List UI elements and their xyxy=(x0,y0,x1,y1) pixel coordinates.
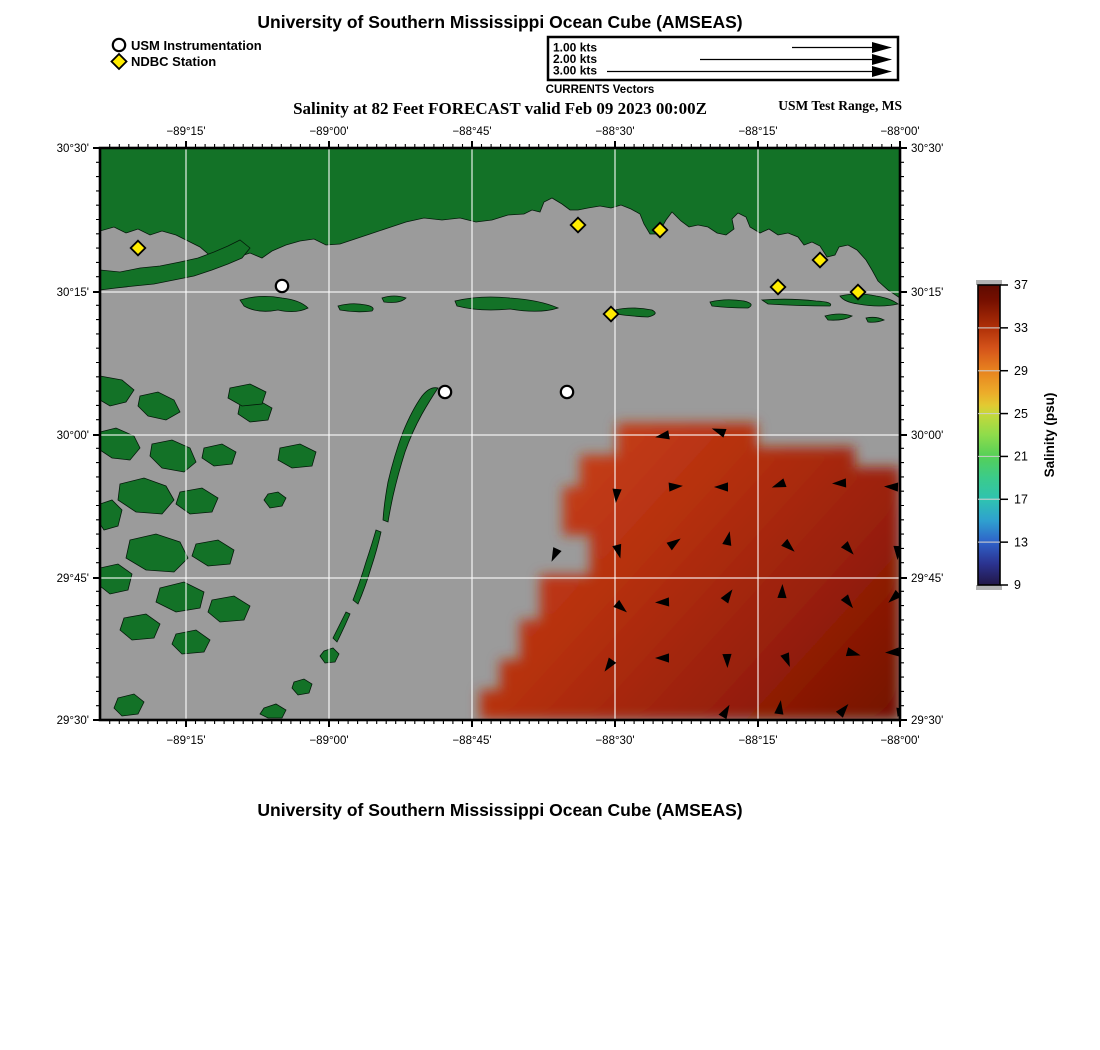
currents-legend-box xyxy=(546,37,898,96)
y-axis-label-left: 29°45' xyxy=(56,573,89,585)
kts-label-1: 1.00 kts xyxy=(553,40,598,55)
colorbar-tick-label: 13 xyxy=(1014,535,1028,550)
y-axis-label-left: 29°30' xyxy=(56,715,89,727)
usm-station-marker xyxy=(439,386,451,398)
y-axis-label-left: 30°00' xyxy=(56,430,89,442)
y-axis-label-right: 30°00' xyxy=(911,430,944,442)
colorbar-tick-label: 33 xyxy=(1014,321,1028,336)
page-title: University of Southern Mississippi Ocean Cube (AMSEAS) xyxy=(257,12,743,32)
x-axis-label-bottom: −88°45' xyxy=(452,735,492,747)
x-axis-label-bottom: −89°15' xyxy=(166,735,206,747)
x-axis-label-top: −88°45' xyxy=(452,126,492,138)
x-axis-label-top: −88°00' xyxy=(880,126,920,138)
y-axis-label-right: 29°45' xyxy=(911,573,944,585)
land-polygon xyxy=(710,300,751,308)
kts-label-3: 3.00 kts xyxy=(553,63,598,78)
colorbar xyxy=(976,278,1057,592)
forecast-subtitle: Salinity at 82 Feet FORECAST valid Feb 09 2023 00:00Z xyxy=(293,99,707,118)
ndbc-legend-label: NDBC Station xyxy=(131,54,217,69)
currents-box-frame xyxy=(548,37,898,80)
x-axis-label-bottom: −88°15' xyxy=(738,735,778,747)
y-axis-label-left: 30°15' xyxy=(56,287,89,299)
colorbar-tick-label: 17 xyxy=(1014,492,1028,507)
colorbar-tick-label: 37 xyxy=(1014,278,1028,293)
y-axis-label-right: 29°30' xyxy=(911,715,944,727)
x-axis-label-bottom: −88°00' xyxy=(880,735,920,747)
colorbar-tick-label: 21 xyxy=(1014,449,1028,464)
x-axis-label-bottom: −88°30' xyxy=(595,735,635,747)
x-axis-label-top: −89°00' xyxy=(309,126,349,138)
map-plot xyxy=(57,126,944,747)
x-axis-label-bottom: −89°00' xyxy=(309,735,349,747)
range-label: USM Test Range, MS xyxy=(778,98,902,113)
x-axis-label-top: −88°30' xyxy=(595,126,635,138)
colorbar-tick-label: 29 xyxy=(1014,363,1028,378)
y-axis-label-right: 30°30' xyxy=(911,143,944,155)
y-axis-label-left: 30°30' xyxy=(56,143,89,155)
currents-caption: CURRENTS Vectors xyxy=(545,84,655,96)
ndbc-station-icon xyxy=(112,54,127,69)
colorbar-tick-label: 9 xyxy=(1014,578,1021,593)
x-axis-label-top: −89°15' xyxy=(166,126,206,138)
colorbar-ramp xyxy=(978,285,1000,585)
usm-station-marker xyxy=(276,280,288,292)
footer-title: University of Southern Mississippi Ocean Cube (AMSEAS) xyxy=(257,800,743,820)
station-legend xyxy=(112,38,262,69)
usm-station-marker xyxy=(561,386,573,398)
usm-instrumentation-icon xyxy=(113,39,125,51)
colorbar-title: Salinity (psu) xyxy=(1042,392,1057,478)
colorbar-tick-label: 25 xyxy=(1014,406,1028,421)
y-axis-label-right: 30°15' xyxy=(911,287,944,299)
x-axis-label-top: −88°15' xyxy=(738,126,778,138)
map-canvas xyxy=(100,148,912,720)
usm-legend-label: USM Instrumentation xyxy=(131,38,262,53)
kts-label-2: 2.00 kts xyxy=(553,52,598,66)
